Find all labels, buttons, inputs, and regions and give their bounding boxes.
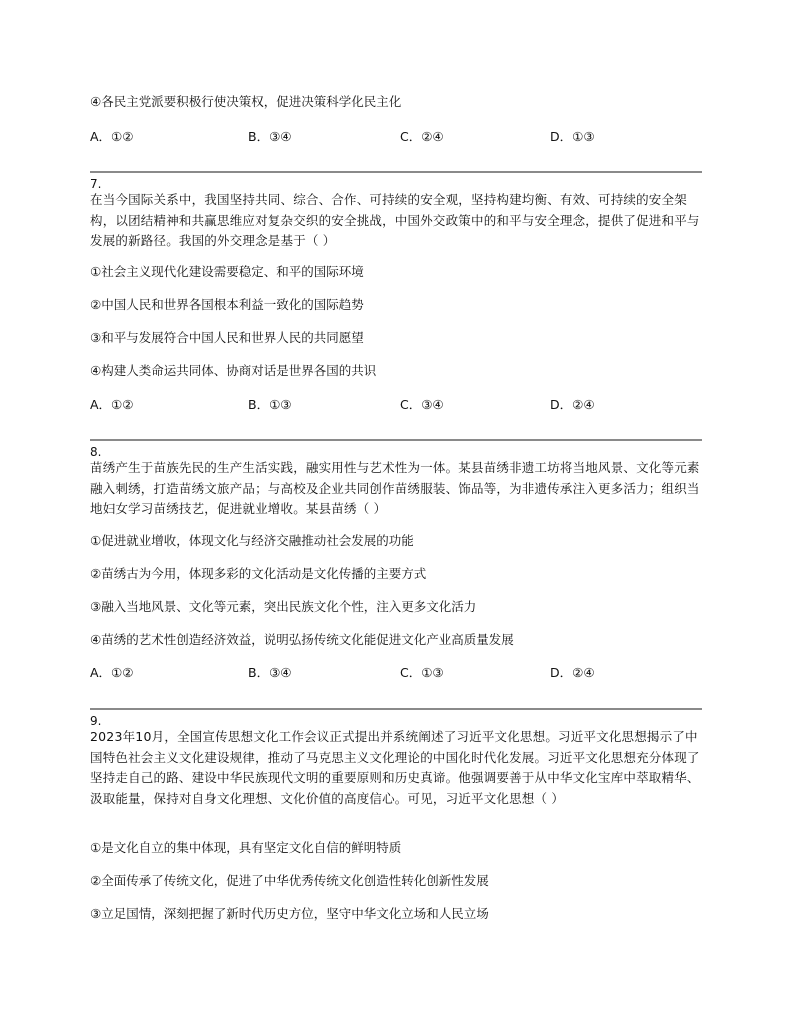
q8-choice-a[interactable]: A．①② bbox=[90, 665, 134, 680]
q7-option-1: ①社会主义现代化建设需要稳定、和平的国际环境 bbox=[90, 264, 364, 279]
q9-option-1: ①是文化自立的集中体现，具有坚定文化自信的鲜明特质 bbox=[90, 840, 402, 855]
q7-option-3: ③和平与发展符合中国人民和世界人民的共同愿望 bbox=[90, 330, 364, 345]
q7-stem: 在当今国际关系中，我国坚持共同、综合、合作、可持续的安全观，坚持构建均衡、有效、可持续的安全架构，以团结精神和共赢思维应对复杂交织的安全挑战，中国外交政策中的和平与安全理念，提供了促进和平与发展的新路径。我国的外交理念是基于（ ） bbox=[90, 192, 700, 248]
q6-choice-a[interactable]: A．①② bbox=[90, 129, 134, 144]
q8-stem: 苗绣产生于苗族先民的生产生活实践，融实用性与艺术性为一体。某县苗绣非遗工坊将当地风景、文化等元素融入刺绣，打造苗绣文旅产品；与高校及企业共同创作苗绣服装、饰品等，为非遗传承注入更多活力；组织当地妇女学习苗绣技艺，促进就业增收。某县苗绣（ ） bbox=[90, 460, 700, 516]
q8-option-2: ②苗绣古为今用，体现多彩的文化活动是文化传播的主要方式 bbox=[90, 566, 427, 581]
q8-choices bbox=[90, 664, 702, 682]
q7-choice-b[interactable]: B．①③ bbox=[248, 397, 292, 412]
divider bbox=[90, 708, 702, 710]
q6-choices bbox=[90, 128, 702, 146]
q6-option-4: ④各民主党派要积极行使决策权，促进决策科学化民主化 bbox=[90, 94, 402, 109]
q8-option-4: ④苗绣的艺术性创造经济效益，说明弘扬传统文化能促进文化产业高质量发展 bbox=[90, 632, 514, 647]
q7-choice-a[interactable]: A．①② bbox=[90, 397, 134, 412]
divider bbox=[90, 439, 702, 441]
q7-number: 7. bbox=[90, 177, 102, 191]
q7-choice-c[interactable]: C．③④ bbox=[400, 397, 444, 412]
q7-choices bbox=[90, 396, 702, 414]
q6-choice-d[interactable]: D．①③ bbox=[550, 129, 595, 144]
q7-choice-d[interactable]: D．②④ bbox=[550, 397, 595, 412]
q9-stem: 2023年10月，全国宣传思想文化工作会议正式提出并系统阐述了习近平文化思想。习近平文化思想揭示了中国特色社会主义文化建设规律，推动了马克思主义文化理论的中国化时代化发展。习近平文化思想充分体现了坚持走自己的路、建设中华民族现代文明的重要原则和历史真谛。他强调要善于从中华文化宝库中萃取精华、汲取能量，保持对自身文化理想、文化价值的高度信心。可见，习近平文化思想（ ） bbox=[90, 729, 700, 806]
q7-option-2: ②中国人民和世界各国根本利益一致化的国际趋势 bbox=[90, 297, 364, 312]
q8-choice-c[interactable]: C．①③ bbox=[400, 665, 444, 680]
q9-number: 9. bbox=[90, 714, 102, 728]
q8-option-1: ①促进就业增收，体现文化与经济交融推动社会发展的功能 bbox=[90, 533, 414, 548]
q9-option-3: ③立足国情，深刻把握了新时代历史方位，坚守中华文化立场和人民立场 bbox=[90, 906, 489, 921]
q6-choice-b[interactable]: B．③④ bbox=[248, 129, 292, 144]
q6-choice-c[interactable]: C．②④ bbox=[400, 129, 444, 144]
divider bbox=[90, 171, 702, 173]
q8-choice-d[interactable]: D．②④ bbox=[550, 665, 595, 680]
q8-choice-b[interactable]: B．③④ bbox=[248, 665, 292, 680]
q7-option-4: ④构建人类命运共同体、协商对话是世界各国的共识 bbox=[90, 363, 377, 378]
q8-number: 8. bbox=[90, 445, 102, 459]
q8-option-3: ③融入当地风景、文化等元素，突出民族文化个性，注入更多文化活力 bbox=[90, 599, 477, 614]
q9-option-2: ②全面传承了传统文化，促进了中华优秀传统文化创造性转化创新性发展 bbox=[90, 873, 489, 888]
